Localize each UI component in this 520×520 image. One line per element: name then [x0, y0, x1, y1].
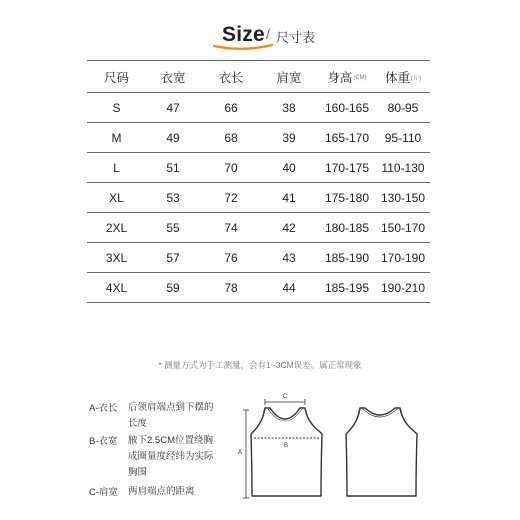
table-row — [87, 123, 430, 153]
measurement-note: * 测量方式为手工测量，会有1~3CM误差，属正常现象 — [158, 360, 362, 370]
tank-top-front-diagram — [232, 388, 332, 500]
row-length-cell: 70 — [224, 160, 238, 175]
table-row — [87, 213, 430, 243]
header-weight — [374, 61, 432, 92]
legend-label: A-衣长 — [89, 403, 118, 414]
row-chest-width-cell: 55 — [166, 220, 180, 235]
title-main: Size — [222, 23, 265, 46]
row-weight-cell: 170-190 — [380, 250, 426, 265]
row-size-cell: 4XL — [105, 280, 128, 295]
header-height-label: 身高 — [327, 70, 353, 85]
row-chest-width-cell: 59 — [166, 280, 180, 295]
row-weight-cell: 130-150 — [380, 190, 426, 205]
row-height-cell: 165-170 — [324, 130, 370, 145]
row-height-cell: 160-165 — [324, 100, 370, 115]
row-size-cell: XL — [109, 190, 124, 205]
table-row — [87, 273, 430, 303]
row-shoulder-cell: 40 — [282, 160, 296, 175]
header-height-unit: (CM) — [353, 74, 367, 81]
row-shoulder-cell: 43 — [282, 250, 296, 265]
header-chest-width: 衣宽 — [160, 70, 186, 85]
row-size-cell: 2XL — [105, 220, 128, 235]
row-shoulder-cell: 38 — [282, 100, 296, 115]
legend-label: C-肩宽 — [89, 487, 119, 498]
row-length-cell: 74 — [224, 220, 238, 235]
legend-description: 腋下2.5CM位置绕胸成圈量度经纬为实际胸围 — [128, 435, 214, 478]
table-row — [87, 243, 430, 273]
row-size-cell: 3XL — [105, 250, 128, 265]
row-length-cell: 66 — [224, 100, 238, 115]
header-weight-unit: (斤) — [411, 76, 421, 82]
size-chart-title — [0, 20, 520, 54]
tank-top-back-outline — [346, 408, 417, 496]
row-size-cell: S — [112, 100, 121, 115]
row-shoulder-cell: 41 — [282, 190, 296, 205]
row-height-cell: 180-185 — [324, 220, 370, 235]
header-size: 尺码 — [103, 70, 129, 85]
row-size-cell: M — [111, 130, 122, 145]
row-chest-width-cell: 49 — [166, 130, 180, 145]
header-length: 衣长 — [218, 70, 244, 85]
table-row — [87, 93, 430, 123]
header-shoulder: 肩宽 — [276, 70, 302, 85]
size-table — [87, 60, 430, 303]
tank-top-back-diagram — [338, 388, 428, 500]
row-chest-width-cell: 51 — [166, 160, 180, 175]
table-row — [87, 183, 430, 213]
row-length-cell: 76 — [224, 250, 238, 265]
row-weight-cell: 150-170 — [380, 220, 426, 235]
row-shoulder-cell: 42 — [282, 220, 296, 235]
table-header-row — [87, 60, 430, 93]
row-weight-cell: 95-110 — [384, 130, 422, 145]
header-weight-label: 体重 — [384, 70, 410, 85]
row-weight-cell: 110-130 — [381, 160, 425, 175]
row-size-cell: L — [113, 160, 120, 175]
header-height — [318, 61, 376, 92]
row-height-cell: 185-195 — [324, 280, 370, 295]
row-height-cell: 170-175 — [324, 160, 370, 175]
row-shoulder-cell: 44 — [282, 280, 296, 295]
row-length-cell: 68 — [224, 130, 238, 145]
legend-description: 后领肩端点到下摆的长度 — [128, 402, 214, 429]
row-height-cell: 175-180 — [324, 190, 370, 205]
row-length-cell: 78 — [224, 280, 238, 295]
table-row — [87, 153, 430, 183]
table-body — [87, 93, 430, 303]
diagram-label-c: C — [282, 394, 288, 400]
row-height-cell: 185-190 — [324, 250, 370, 265]
row-chest-width-cell: 57 — [166, 250, 180, 265]
row-chest-width-cell: 53 — [166, 190, 180, 205]
row-length-cell: 72 — [224, 190, 238, 205]
diagram-label-a: A — [237, 450, 243, 456]
diagram-label-b: B — [283, 443, 289, 449]
title-separator: / — [266, 26, 270, 42]
row-shoulder-cell: 39 — [282, 130, 296, 145]
row-weight-cell: 80-95 — [387, 100, 419, 115]
legend-label: B-衣宽 — [89, 436, 118, 447]
title-subtitle: 尺寸表 — [276, 30, 316, 45]
legend-description: 两肩端点的距离 — [128, 486, 195, 497]
row-weight-cell: 190-210 — [380, 280, 426, 295]
row-chest-width-cell: 47 — [166, 100, 180, 115]
